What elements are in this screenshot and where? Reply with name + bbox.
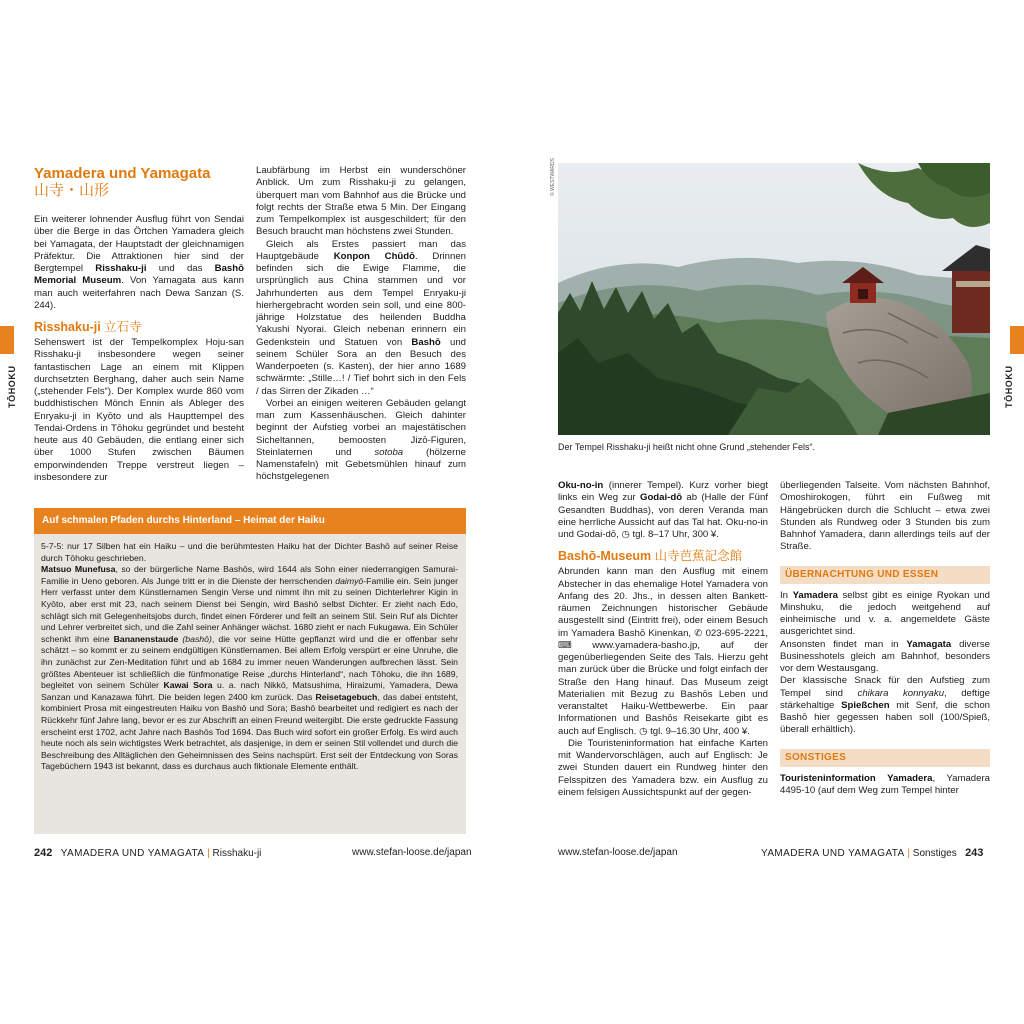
temple-photo xyxy=(558,163,990,435)
right-column-1 xyxy=(558,480,768,799)
side-label: TŌHOKU xyxy=(1004,365,1014,408)
side-tab-marker xyxy=(0,326,14,354)
side-tab-marker xyxy=(1010,326,1024,354)
left-column-1 xyxy=(34,165,244,484)
info-box-title: Auf schmalen Pfaden durchs Hinterland – Heimat der Haiku xyxy=(34,508,466,534)
paragraph: Vorbei an einigen weiteren Gebäuden gelangt man zum Kassenhäuschen. Gleich dahinter beginnt der Aufstieg vorbei an majestätischen Sicheltannen, bemoosten Jizō-Figuren, Steinlaternen und sotoba (hölzerne Namenstafeln) mit Gebetsmühlen hinauf zum höchstgelegenen xyxy=(256,397,466,483)
page-number: 243 xyxy=(965,847,984,859)
chapter-title-japanese: 山寺・山形 xyxy=(34,182,110,199)
section-heading-risshaku-ji: Risshaku-ji 立石寺 xyxy=(34,320,142,334)
paragraph: Der klassische Snack für den Aufstieg zum Tempel sind chikara konnyaku, deftige stärkehaltige Spießchen mit Senf, die schon Bashō hier gegessen haben soll (100/Spieß, überall erhältlich). xyxy=(780,675,990,736)
section-bar-misc: SONSTIGES xyxy=(780,749,990,767)
paragraph: Ansonsten findet man in Yamagata diverse Businesshotels gleich am Bahnhof, besonders vor dem Westausgang. xyxy=(780,638,990,674)
footer-subsection: Sonstiges xyxy=(912,848,957,859)
temple-photo-illustration xyxy=(558,163,990,435)
footer-subsection: Risshaku-ji xyxy=(212,848,262,859)
paragraph: Laubfärbung im Herbst ein wunderschöner Anblick. Um zum Risshaku-ji zu gelangen, überquert man vom Bahnhof aus die Brücke und folgt rechts der Straße etwa 5 Min. Der Eingang zum Tempelkomplex ist ausgeschildert; für den Besuch braucht man höchstens zwei Stunden. xyxy=(256,165,466,238)
footer-url-link[interactable]: www.stefan-loose.de/japan xyxy=(558,847,678,858)
info-box-body: 5-7-5: nur 17 Silben hat ein Haiku – und die berühmtesten Haiku hat der Dichter Bashō auf seiner Reise durch Tōhoku geschrieben. Matsuo Munefusa, so der bürgerliche Name Bashōs, wird 1644 als Sohn einer niederrangigen Samurai-Familie in Ueno geboren. Als Junge tritt er in die Dienste der herrschenden daimyō-Familie ein. Sein junger Herr verfasst unter dem Künstlernamen Sengin Verse und nimmt ihn mit zu seinen Dichterlehrer Kigin in Kyōto, aber erst mit 23, nach seinem Dienst bei Sengin, wird Bashō selbst Dichter. Er zieht nach Edo, schlägt sich mit Gelegenheitsjobs durch, findet einen Förderer und feilt an seinem Stil. Sein Ruf als Dichter und Lehrer verbreitet sich, und die Zahl seiner Anhänger wächst. 1680 zieht er nach Fukugawa. Ein Schüler schenkt ihm eine Bananenstaude (bashō), die vor seine Hütte gepflanzt wird und die er offenbar sehr schätzt – so kommt er zu seinem endgültigen Künstlernamen. Bei allem Erfolg verspürt er eine Unruhe, die ihn zunächst zur Zen-Meditation führt und ab 1684 zu immer neuen Wanderungen aufbrechen lässt. Sein größtes Abenteuer ist schließlich die fünfmonatige Reise „durchs Hinterland“, nach Tōhoku, die ihn 1689, begleitet von seinem Schüler Kawai Sora u. a. nach Nikkō, Matsushima, Hiraizumi, Yamadera, Dewa Sanzan und Kanazawa führt. Die beiden legen 2400 km zurück. Das Reisetagebuch, das dabei entsteht, kombiniert Prosa mit eingestreuten Haiku von Bashō und Sora; Bashō bearbeitet und redigiert es nach der Rückkehr fünf Jahre lang, bevor er es zur Abschrift an einen Freund weitergibt. Die erste gedruckte Fassung erscheint erst 1702, acht Jahre nach Bashōs Tod 1694. Das Buch wird sofort ein großer Erfolg. Es wird auch heute noch als sein wichtigstes Werk betrachtet, als dasjenige, in dem er seinen Stil vollendet und durch die Beschreibung des Alltäglichen den Geheimnissen des Seins nachspürt. Erst seit der Entdeckung von Soras Tagebüchern 1943 ist bekannt, dass es durchaus auch fiktionale Elemente enthält. xyxy=(41,541,459,772)
section-heading-basho-museum: Bashō-Museum 山寺芭蕉記念館 xyxy=(558,549,743,564)
page-number: 242 xyxy=(34,847,53,859)
page-footer: 242 YAMADERA UND YAMAGATA | Risshaku-ji xyxy=(34,847,262,859)
chapter-title: Yamadera und Yamagata xyxy=(34,165,211,182)
paragraph: Gleich als Erstes passiert man das Hauptgebäude Konpon Chūdō. Drinnen befinden sich die Ewige Flamme, die ursprünglich aus China stammen und vor Jahrhunderten aus dem Tempel Enryaku-ji hierhergebracht worden sein soll, und eine 800-jährige Holzstatue des heilenden Buddha Yakushi Nyorai. Gleich nebenan erinnern ein Gedenkstein und Statuen von Bashō und seinem Schüler Sora an den Besuch des Wanderpoeten (s. Kasten), der hier anno 1689 schwärmte: „Stille…! / Tief bohrt sich in den Fels / das Sirren der Zikaden …“ xyxy=(256,238,467,397)
footer-section: YAMADERA UND YAMAGATA xyxy=(60,848,205,859)
intro-paragraph: Ein weiterer lohnender Ausflug führt von Sendai über die Berge in das Örtchen Yamadera gleich bei Yamagata, der Hauptstadt der gleichnamigen Präfektur. Die Attraktionen hier sind der Bergtempel Risshaku-ji und das Bashō Memorial Museum. Von Yamagata aus kann man auch weiterfahren nach Dewa Sanzan (S. 244). xyxy=(34,214,244,311)
page-footer: YAMADERA UND YAMAGATA | Sonstiges 243 xyxy=(761,847,984,859)
paragraph: Touristeninformation Yamadera, Yamadera 4495-10 (auf dem Weg zum Tempel hinter xyxy=(780,772,990,796)
risshaku-ji-paragraph: Sehenswert ist der Tempelkomplex Hoju-san Risshaku-ji insbesondere wegen seiner fantastischen Lage an einem mit Klippen durchsetzten Berghang, daher auch sein Name („stehender Fels“). Der Komplex wurde 860 vom buddhistischen Mönch Ennin als Ableger des Enryaku-ji in Kyōto und als Haupttempel des Tendai-Ordens in Tōhoku gegründet und besteht heute aus 40 Gebäuden, die entlang einer sich über 1000 Stufen zwischen Bäumen emporwindenden Treppe verstreut liegen – insbesondere zur xyxy=(34,337,244,483)
side-label: TŌHOKU xyxy=(7,365,17,408)
section-bar-accommodation: ÜBERNACHTUNG UND ESSEN xyxy=(780,566,990,584)
footer-section: YAMADERA UND YAMAGATA xyxy=(761,848,905,859)
haiku-info-box xyxy=(34,508,466,834)
museum-paragraph: Abrunden kann man den Ausflug mit einem Abstecher in das ehemalige Hotel Yamadera von Anfang des 20. Jhs., in dessen alten Banketträumen Zeichnungen historischer Gebäude ausgestellt sind (Eintritt frei), oder einem Besuch im Yamadera Bashō Kinenkan, ✆ 023-695-2221, ⌨ www.yamadera-basho.jp, auf der gegenüberliegenden Seite des Tals. Hierzu geht man zurück über die Brücke und folgt einfach der Straße den Hang hinauf. Das Museum zeigt Materialien mit Bezug zu Bashōs Leben und veranstaltet Haiku-Wettbewerbe. Ein paar Informationen und Bashōs Reisekarte gibt es auch auf Englisch. ◷ tgl. 9–16.30 Uhr, 400 ¥. xyxy=(558,566,768,737)
paragraph: überliegenden Talseite. Vom nächsten Bahnhof, Omoshirokogen, führt ein Fußweg mit Hängebrücken durch die Schlucht – etwa zwei Stunden als Rundweg oder 3 Stunden bis zum Bahnhof Yamadera, dann allerdings teils auf der Straße. xyxy=(780,480,990,553)
left-column-2 xyxy=(256,165,466,484)
paragraph: Die Touristeninformation hat einfache Karten mit Wandervorschlägen, auch auf Englisch: Je zwei Stunden dauert ein Rundweg hinter den Felsspitzen des Yamadera bzw. ein Ausflug zu einem felsigen Aussichtspunkt auf der gegen- xyxy=(558,737,768,798)
paragraph: In Yamadera selbst gibt es einige Ryokan und Minshuku, die jedoch weitgehend auf einheimische und v. a. angemeldete Gäste ausgerichtet sind. xyxy=(780,589,991,638)
footer-url-link[interactable]: www.stefan-loose.de/japan xyxy=(352,847,472,858)
photo-caption: Der Tempel Risshaku-ji heißt nicht ohne Grund „stehender Fels“. xyxy=(558,442,815,452)
right-column-2 xyxy=(780,480,990,797)
photo-credit: © WESTWARDS xyxy=(550,158,556,196)
paragraph: Oku-no-in (innerer Tempel). Kurz vorher biegt links ein Weg zur Godai-dō ab (Halle der Fünf Gesandten Buddhas), von deren Veranda man eine herrliche Aussicht auf das Tal hat. Oku-no-in und Godai-dō, ◷ tgl. 8–17 Uhr, 300 ¥. xyxy=(558,480,768,540)
